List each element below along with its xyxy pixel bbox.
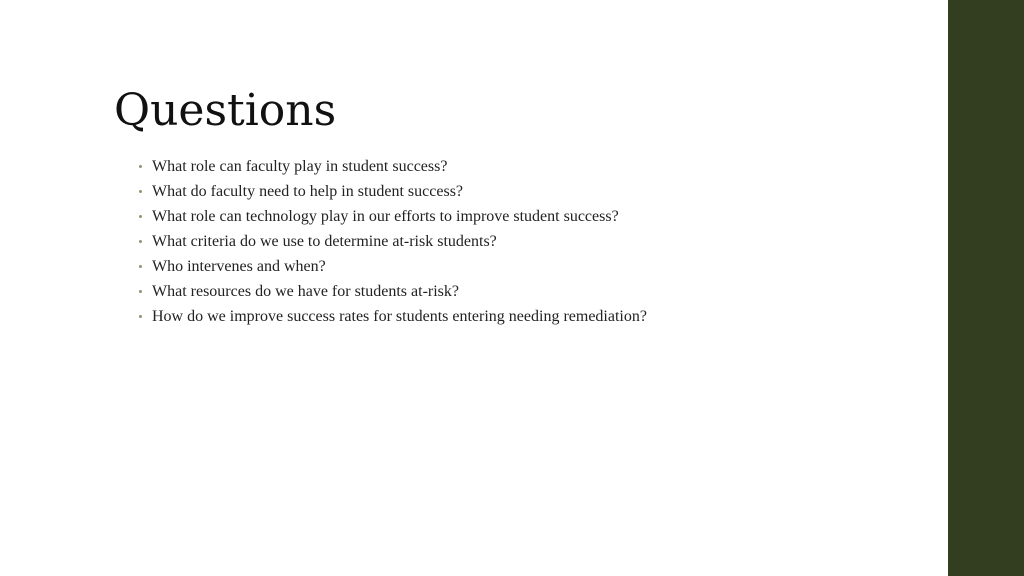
- bullet-icon: [139, 215, 142, 218]
- accent-side-bar: [948, 0, 1024, 576]
- question-text: What role can technology play in our efforts to improve student success?: [152, 208, 619, 225]
- bullet-icon: [139, 190, 142, 193]
- question-text: What role can faculty play in student success?: [152, 158, 448, 175]
- question-text: What resources do we have for students at-risk?: [152, 283, 459, 300]
- bullet-icon: [139, 315, 142, 318]
- bullet-icon: [139, 240, 142, 243]
- bullet-icon: [139, 265, 142, 268]
- bullet-icon: [139, 165, 142, 168]
- question-text: How do we improve success rates for students entering needing remediation?: [152, 308, 647, 325]
- question-text: What do faculty need to help in student success?: [152, 183, 464, 200]
- question-text: Who intervenes and when?: [152, 258, 326, 275]
- question-text: What criteria do we use to determine at-risk students?: [152, 233, 497, 250]
- bullet-icon: [139, 290, 142, 293]
- slide-title: Questions: [114, 85, 337, 136]
